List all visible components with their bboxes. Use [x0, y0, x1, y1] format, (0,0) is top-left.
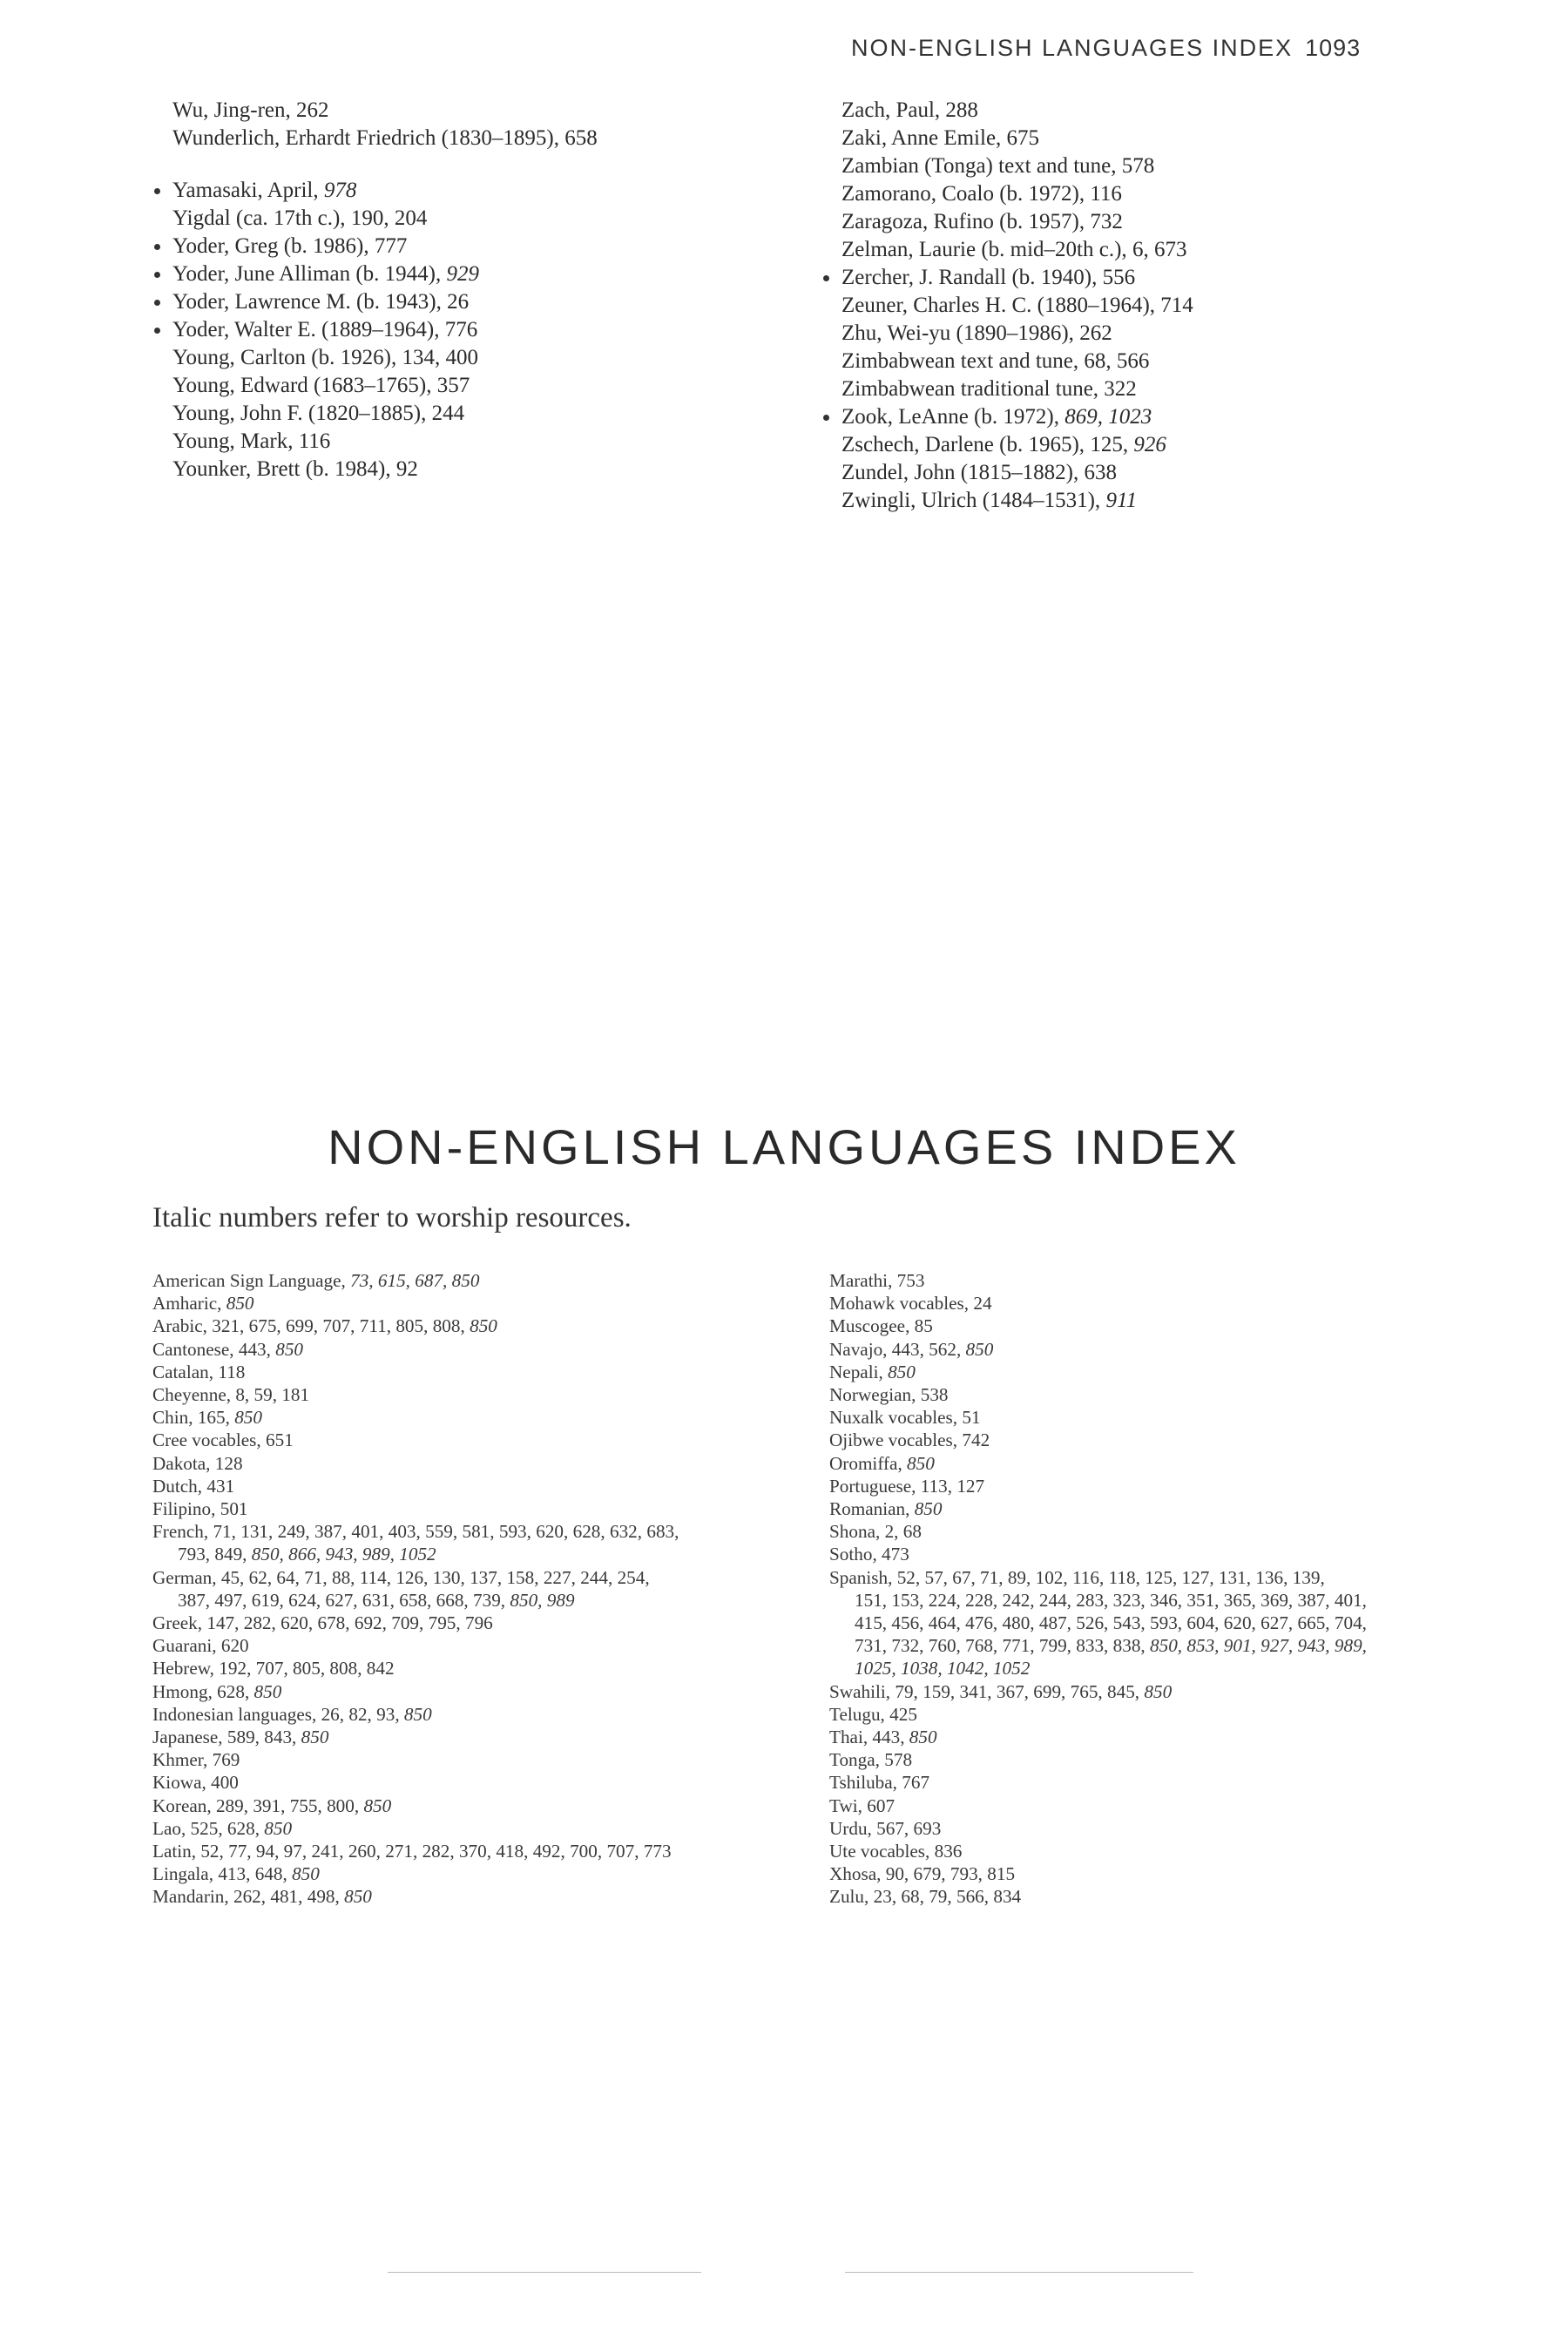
language-index-entry: [829, 1589, 1367, 1612]
entry-pages: 425: [889, 1703, 917, 1725]
entry-pages: 90, 679, 793, 815: [885, 1863, 1016, 1885]
entry-pages: 538: [920, 1384, 949, 1406]
entry-pages: 289, 391, 755, 800,: [215, 1794, 364, 1816]
name-index-entry: [155, 177, 598, 205]
entry-pages: 731, 732, 760, 768, 771, 799, 833, 838,: [855, 1635, 1150, 1657]
entry-name: Chin,: [152, 1407, 198, 1429]
entry-pages: 85: [914, 1315, 933, 1337]
entry-name: Japanese,: [152, 1727, 227, 1748]
entry-pages: 413, 648,: [218, 1863, 293, 1885]
entry-name: Young, Mark,: [172, 429, 299, 453]
entry-name: Ojibwe vocables,: [829, 1429, 963, 1451]
language-index-entry: [829, 1726, 1367, 1748]
entry-pages: 675: [1006, 126, 1040, 150]
language-index-entry: [152, 1543, 679, 1565]
entry-name: Amharic,: [152, 1293, 226, 1315]
entry-name: Zaki, Anne Emile,: [841, 126, 1007, 150]
entry-pages: 52, 77, 94, 97, 241, 260, 271, 282, 370, 418, 492, 700, 707, 773: [200, 1841, 672, 1862]
name-index-entry: [155, 316, 598, 344]
language-index-entry: [829, 1475, 1367, 1497]
page-number: 1093: [1305, 35, 1362, 61]
entry-name: Swahili,: [829, 1680, 896, 1702]
entry-pages-italic: 850: [1144, 1680, 1173, 1702]
language-index-entry: [152, 1817, 679, 1840]
new-entry-bullet-icon: [823, 415, 829, 421]
entry-pages: 8, 59, 181: [235, 1384, 310, 1406]
language-index-entry: [152, 1771, 679, 1794]
entry-pages-italic: 850: [907, 1452, 935, 1474]
entry-name: French,: [152, 1521, 213, 1543]
entry-name: Khmer,: [152, 1749, 213, 1771]
entry-pages: 578: [1121, 154, 1155, 178]
entry-pages-italic: 850: [264, 1817, 293, 1839]
language-index-entry: [152, 1748, 679, 1771]
entry-name: Latin,: [152, 1841, 201, 1862]
entry-pages: 387, 497, 619, 624, 627, 631, 658, 668, 739,: [178, 1589, 510, 1611]
entry-pages: 431: [206, 1475, 235, 1497]
new-entry-bullet-icon: [154, 328, 160, 334]
entry-name: Portuguese,: [829, 1475, 921, 1497]
entry-pages: 415, 456, 464, 476, 480, 487, 526, 543, 593, 604, 620, 627, 665, 704,: [855, 1612, 1367, 1634]
entry-pages: 2, 68: [884, 1521, 922, 1543]
entry-name: Lingala,: [152, 1863, 219, 1885]
entry-pages-italic: 1025, 1038, 1042, 1052: [855, 1658, 1031, 1680]
language-index-entry: [829, 1429, 1367, 1451]
entry-pages: 714: [1160, 294, 1193, 317]
entry-pages-italic: 850: [914, 1498, 943, 1520]
entry-pages: 628,: [217, 1680, 254, 1702]
entry-pages: 322: [1104, 377, 1137, 401]
entry-pages: 24: [973, 1293, 992, 1315]
entry-name: Nuxalk vocables,: [829, 1407, 963, 1429]
entry-name: Tonga,: [829, 1749, 885, 1771]
section-note: Italic numbers refer to worship resources.: [152, 1202, 632, 1233]
language-index-entry: [829, 1315, 1367, 1337]
running-head: [851, 35, 1496, 62]
new-entry-bullet-icon: [154, 300, 160, 306]
language-index-entry: [152, 1726, 679, 1748]
language-index-entry: [152, 1680, 679, 1703]
entry-name: German,: [152, 1566, 221, 1588]
running-head-title: NON-ENGLISH LANGUAGES INDEX: [851, 35, 1294, 61]
entry-pages: 776: [444, 318, 478, 341]
new-entry-bullet-icon: [154, 244, 160, 250]
entry-pages-italic: 850: [363, 1794, 392, 1816]
entry-name: Marathi,: [829, 1270, 897, 1291]
entry-pages-italic: 850: [226, 1293, 254, 1315]
entry-pages-italic: 850: [403, 1703, 432, 1725]
entry-name: Zschech, Darlene (b. 1965),: [841, 433, 1091, 456]
language-index-entry: [829, 1361, 1367, 1383]
language-index-entry: [829, 1817, 1367, 1840]
entry-pages: 165,: [197, 1407, 235, 1429]
name-index-entry: [824, 152, 1193, 180]
entry-pages-italic: 850: [909, 1727, 937, 1748]
entry-name: Spanish,: [829, 1566, 897, 1588]
entry-pages: 79, 159, 341, 367, 699, 765, 845,: [895, 1680, 1145, 1702]
language-index-entry: [829, 1452, 1367, 1475]
entry-name: Zelman, Laurie (b. mid–20th c.),: [841, 238, 1132, 261]
entry-name: Zamorano, Coalo (b. 1972),: [841, 182, 1091, 206]
entry-name: Young, Edward (1683–1765),: [172, 374, 437, 397]
entry-name: Arabic,: [152, 1315, 213, 1337]
language-index-entry: [152, 1475, 679, 1497]
footer-rule-right: [845, 2272, 1193, 2273]
name-index-entry: [155, 372, 598, 400]
section-title: NON-ENGLISH LANGUAGES INDEX: [328, 1119, 1240, 1174]
entry-pages: 443,: [238, 1338, 276, 1360]
language-index-entry: [829, 1383, 1367, 1406]
entry-name: Hebrew,: [152, 1658, 220, 1680]
entry-pages: 92: [395, 457, 418, 481]
name-index-column-right: [824, 97, 1193, 515]
entry-pages: 473: [882, 1544, 909, 1565]
entry-pages-italic: 850: [965, 1338, 994, 1360]
entry-name: Tshiluba,: [829, 1772, 902, 1794]
entry-name: Zimbabwean text and tune,: [841, 349, 1085, 373]
name-index-column-left: [155, 97, 598, 483]
entry-pages: 190, 204: [350, 206, 428, 230]
entry-name: Young, John F. (1820–1885),: [172, 402, 432, 425]
entry-pages: 443, 562,: [891, 1338, 966, 1360]
name-index-entry: [824, 180, 1193, 208]
entry-name: Dutch,: [152, 1475, 207, 1497]
entry-name: Zimbabwean traditional tune,: [841, 377, 1105, 401]
language-index-entry: [152, 1589, 679, 1612]
entry-pages: 52, 57, 67, 71, 89, 102, 116, 118, 125, 127, 131, 136, 139,: [896, 1566, 1325, 1588]
entry-name: Twi,: [829, 1794, 868, 1816]
name-index-entry: [824, 264, 1193, 292]
entry-pages: 244: [431, 402, 465, 425]
language-index-entry: [829, 1748, 1367, 1771]
entry-name: Zaragoza, Rufino (b. 1957),: [841, 210, 1091, 233]
entry-pages-italic: 850: [344, 1886, 372, 1908]
language-index-entry: [152, 1703, 679, 1726]
entry-pages: 556: [1102, 266, 1136, 289]
entry-pages: 777: [374, 234, 408, 258]
entry-name: Yoder, Walter E. (1889–1964),: [172, 318, 445, 341]
entry-name: Wu, Jing-ren,: [172, 98, 297, 122]
entry-pages-italic: 850: [253, 1680, 282, 1702]
entry-name: Nepali,: [829, 1361, 889, 1382]
language-index-entry: [152, 1292, 679, 1315]
entry-pages: 321, 675, 699, 707, 711, 805, 808,: [212, 1315, 470, 1337]
entry-pages: 525, 628,: [190, 1817, 265, 1839]
entry-pages: 118: [218, 1361, 246, 1382]
entry-pages: 620: [220, 1635, 249, 1657]
language-index-entry: [829, 1885, 1367, 1908]
language-index-entry: [829, 1862, 1367, 1885]
entry-pages: 71, 131, 249, 387, 401, 403, 559, 581, 593, 620, 628, 632, 683,: [213, 1521, 679, 1543]
name-index-entry: [824, 431, 1193, 459]
language-index-entry: [829, 1520, 1367, 1543]
new-entry-bullet-icon: [823, 275, 829, 281]
language-index-entry: [829, 1657, 1367, 1680]
entry-name: Navajo,: [829, 1338, 892, 1360]
entry-name: Zhu, Wei-yu (1890–1986),: [841, 321, 1080, 345]
entry-pages-italic: 850: [275, 1338, 304, 1360]
name-index-entry: [824, 375, 1193, 403]
entry-pages: 151, 153, 224, 228, 242, 244, 283, 323, 346, 351, 365, 369, 387, 401,: [855, 1589, 1367, 1611]
name-index-entry: [824, 487, 1193, 515]
entry-name: Young, Carlton (b. 1926),: [172, 346, 402, 369]
entry-pages: 742: [962, 1429, 990, 1451]
entry-name: Xhosa,: [829, 1863, 886, 1885]
entry-pages-italic: 850: [888, 1361, 916, 1382]
entry-pages: 128: [214, 1452, 243, 1474]
language-index-entry: [829, 1840, 1367, 1862]
entry-name: Guarani,: [152, 1635, 221, 1657]
name-index-entry: [155, 400, 598, 428]
name-index-entry: [155, 344, 598, 372]
entry-pages-italic: 911: [1105, 489, 1138, 512]
language-index-entry: [829, 1543, 1367, 1565]
language-index-entry: [829, 1406, 1367, 1429]
entry-pages: 793, 849,: [178, 1544, 252, 1565]
entry-pages-italic: 869, 1023: [1064, 405, 1152, 429]
language-index-entry: [829, 1269, 1367, 1292]
entry-pages: 578: [884, 1749, 913, 1771]
language-index-entry: [152, 1361, 679, 1383]
language-index-entry: [152, 1338, 679, 1361]
entry-pages: 125,: [1090, 433, 1134, 456]
entry-pages: 262: [296, 98, 329, 122]
name-index-entry: [824, 403, 1193, 431]
language-index-entry: [152, 1406, 679, 1429]
entry-name: Catalan,: [152, 1361, 219, 1382]
name-index-entry: [824, 292, 1193, 320]
entry-name: Kiowa,: [152, 1772, 212, 1794]
entry-name: Yigdal (ca. 17th c.),: [172, 206, 351, 230]
language-index-entry: [152, 1269, 679, 1292]
entry-name: Yoder, Greg (b. 1986),: [172, 234, 375, 258]
entry-pages: 262: [1079, 321, 1112, 345]
entry-name: Zwingli, Ulrich (1484–1531),: [841, 489, 1106, 512]
language-index-entry: [829, 1703, 1367, 1726]
entry-name: Lao,: [152, 1817, 191, 1839]
entry-name: Oromiffa,: [829, 1452, 908, 1474]
entry-pages: 767: [902, 1772, 930, 1794]
entry-name: Ute vocables,: [829, 1841, 935, 1862]
entry-pages: 753: [896, 1270, 925, 1291]
language-index-entry: [829, 1338, 1367, 1361]
entry-pages-italic: 850: [470, 1315, 497, 1337]
entry-pages: 113, 127: [920, 1475, 985, 1497]
name-index-entry: [155, 288, 598, 316]
language-index-entry: [152, 1885, 679, 1908]
entry-pages-italic: 850: [292, 1863, 320, 1885]
entry-pages-italic: 850: [301, 1727, 329, 1748]
entry-name: Zambian (Tonga) text and tune,: [841, 154, 1122, 178]
new-entry-bullet-icon: [154, 188, 160, 194]
entry-pages: 116: [1090, 182, 1122, 206]
entry-pages: 68, 566: [1084, 349, 1150, 373]
entry-name: Zercher, J. Randall (b. 1940),: [841, 266, 1103, 289]
entry-pages-italic: 926: [1133, 433, 1166, 456]
entry-pages: 23, 68, 79, 566, 834: [873, 1886, 1022, 1908]
entry-name: Thai,: [829, 1727, 873, 1748]
entry-name: Indonesian languages,: [152, 1703, 321, 1725]
entry-name: Cree vocables,: [152, 1429, 267, 1451]
entry-name: American Sign Language,: [152, 1270, 351, 1291]
name-index-entry: [155, 428, 598, 456]
name-index-entry: [824, 97, 1193, 125]
footer-rule-left: [388, 2272, 701, 2273]
name-index-entry: [824, 125, 1193, 152]
language-index-column-right: [829, 1269, 1367, 1909]
language-index-entry: [152, 1429, 679, 1451]
entry-pages: 26: [447, 290, 470, 314]
entry-pages-italic: 850: [234, 1407, 262, 1429]
entry-pages: 51: [962, 1407, 981, 1429]
entry-name: Mohawk vocables,: [829, 1293, 974, 1315]
entry-name: Dakota,: [152, 1452, 215, 1474]
language-index-entry: [152, 1497, 679, 1520]
entry-name: Younker, Brett (b. 1984),: [172, 457, 396, 481]
entry-pages: 443,: [872, 1727, 909, 1748]
entry-pages-italic: 73, 615, 687, 850: [350, 1270, 480, 1291]
name-index-entry: [824, 348, 1193, 375]
entry-name: Zundel, John (1815–1882),: [841, 461, 1085, 484]
language-index-entry: [829, 1292, 1367, 1315]
entry-name: Yamasaki, April,: [172, 179, 324, 202]
language-index-entry: [829, 1497, 1367, 1520]
language-index-entry: [829, 1771, 1367, 1794]
language-index-entry: [829, 1634, 1367, 1657]
entry-name: Zeuner, Charles H. C. (1880–1964),: [841, 294, 1161, 317]
name-index-entry: [824, 236, 1193, 264]
entry-pages: 638: [1084, 461, 1117, 484]
language-index-entry: [152, 1657, 679, 1680]
entry-name: Hmong,: [152, 1680, 218, 1702]
entry-name: Sotho,: [829, 1544, 882, 1565]
entry-name: Zulu,: [829, 1886, 874, 1908]
entry-name: Urdu,: [829, 1817, 877, 1839]
entry-name: Telugu,: [829, 1703, 890, 1725]
entry-pages: 836: [934, 1841, 963, 1862]
entry-pages: 6, 673: [1132, 238, 1187, 261]
language-index-entry: [152, 1315, 679, 1337]
entry-pages-italic: 978: [323, 179, 357, 202]
name-index-entry: [155, 260, 598, 288]
entry-pages: 567, 693: [876, 1817, 942, 1839]
language-index-entry: [152, 1840, 679, 1862]
entry-pages: 607: [867, 1794, 896, 1816]
entry-pages-italic: 929: [446, 262, 480, 286]
entry-pages-italic: 850, 866, 943, 989, 1052: [251, 1544, 436, 1565]
name-index-entry: [824, 208, 1193, 236]
entry-name: Yoder, Lawrence M. (b. 1943),: [172, 290, 448, 314]
entry-pages: 45, 62, 64, 71, 88, 114, 126, 130, 137, 158, 227, 244, 254,: [220, 1566, 650, 1588]
name-index-entry: [155, 456, 598, 483]
entry-pages: 192, 707, 805, 808, 842: [219, 1658, 395, 1680]
entry-name: Yoder, June Alliman (b. 1944),: [172, 262, 447, 286]
language-index-entry: [152, 1452, 679, 1475]
entry-name: Cheyenne,: [152, 1384, 236, 1406]
entry-name: Greek,: [152, 1612, 207, 1634]
new-entry-bullet-icon: [154, 272, 160, 278]
entry-pages-italic: 850, 853, 901, 927, 943, 989,: [1150, 1635, 1367, 1657]
name-index-entry: [155, 233, 598, 260]
entry-pages: 769: [212, 1749, 240, 1771]
entry-name: Norwegian,: [829, 1384, 921, 1406]
entry-pages: 26, 82, 93,: [321, 1703, 404, 1725]
language-index-entry: [829, 1566, 1367, 1589]
language-index-entry: [152, 1862, 679, 1885]
entry-pages: 357: [436, 374, 470, 397]
language-index-entry: [829, 1680, 1367, 1703]
entry-pages: 116: [298, 429, 331, 453]
entry-name: Wunderlich, Erhardt Friedrich (1830–1895),: [172, 126, 565, 150]
language-index-entry: [152, 1383, 679, 1406]
name-index-entry: [155, 125, 598, 152]
language-index-entry: [829, 1794, 1367, 1817]
language-index-column-left: [152, 1269, 679, 1909]
entry-pages: 134, 400: [402, 346, 478, 369]
name-index-entry: [155, 205, 598, 233]
name-index-entry: [824, 320, 1193, 348]
entry-pages: 501: [220, 1498, 248, 1520]
entry-name: Filipino,: [152, 1498, 220, 1520]
language-index-entry: [829, 1612, 1367, 1634]
entry-pages: 288: [945, 98, 978, 122]
entry-pages-italic: 850, 989: [510, 1589, 575, 1611]
name-index-entry: [155, 97, 598, 125]
entry-pages: 400: [211, 1772, 239, 1794]
entry-pages: 658: [564, 126, 598, 150]
language-index-entry: [152, 1612, 679, 1634]
entry-pages: 589, 843,: [226, 1727, 301, 1748]
entry-name: Shona,: [829, 1521, 885, 1543]
entry-pages: 732: [1090, 210, 1123, 233]
name-index-entry: [824, 459, 1193, 487]
language-index-entry: [152, 1634, 679, 1657]
entry-name: Muscogee,: [829, 1315, 915, 1337]
language-index-entry: [152, 1566, 679, 1589]
entry-pages: 262, 481, 498,: [233, 1886, 345, 1908]
entry-name: Zach, Paul,: [841, 98, 946, 122]
entry-pages: 651: [266, 1429, 294, 1451]
entry-name: Romanian,: [829, 1498, 915, 1520]
language-index-entry: [152, 1520, 679, 1543]
entry-name: Korean,: [152, 1794, 216, 1816]
entry-name: Mandarin,: [152, 1886, 233, 1908]
entry-pages: 147, 282, 620, 678, 692, 709, 795, 796: [206, 1612, 493, 1634]
entry-name: Cantonese,: [152, 1338, 239, 1360]
language-index-entry: [152, 1794, 679, 1817]
entry-name: Zook, LeAnne (b. 1972),: [841, 405, 1065, 429]
